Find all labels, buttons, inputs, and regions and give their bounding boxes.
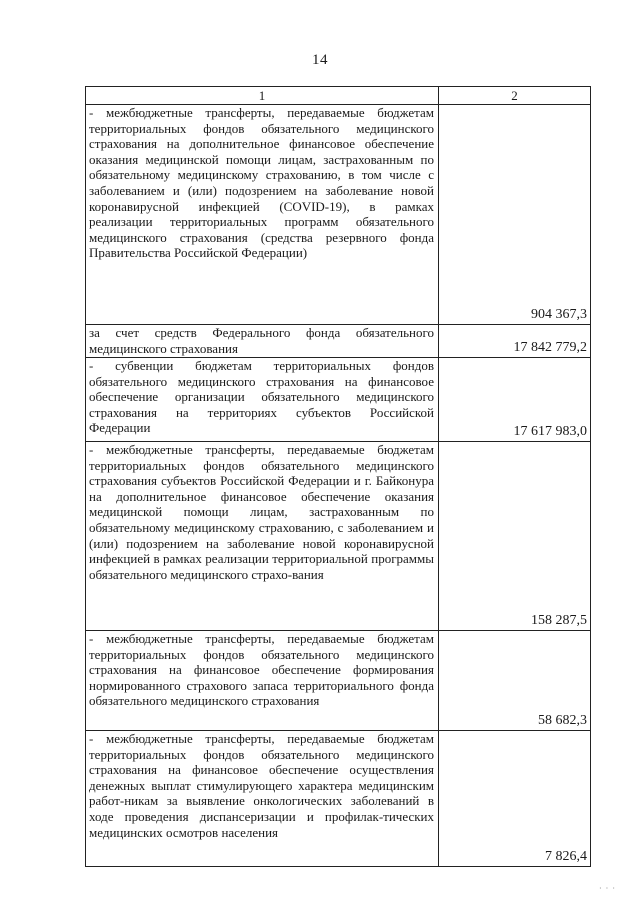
scan-mark: · · · (599, 884, 616, 893)
row-description: - межбюджетные трансферты, передаваемые бюджетам территориальных фондов обязательного медицинского страхования на финансовое обеспечение осуществления денежных выплат стимулирующего характера медицинским работ-никам за выявление онкологических заболеваний в ходе проведения диспансеризации и профилак-тических медицинских осмотров населения (86, 731, 439, 867)
row-description: - межбюджетные трансферты, передаваемые бюджетам территориальных фондов обязательного медицинского страхования на дополнительное финансовое обеспечение оказания медицинской помощи лицам, застрахованным по обязательному медицинскому страхованию, в том числе с заболеванием и (или) подозрением на заболевание новой коронавирусной инфекцией (COVID-19), в рамках реализации территориальных программ обязательного медицинского страхования (средства резервного фонда Правительства Российской Федерации) (86, 105, 439, 325)
row-description: - межбюджетные трансферты, передаваемые бюджетам территориальных фондов обязательного медицинского страхования на финансовое обеспечение формирования нормированного страхового запаса территориального фонда обязательного медицинского страхования (86, 631, 439, 731)
row-description: за счет средств Федерального фонда обязательного медицинского страхования (86, 325, 439, 358)
row-amount: 158 287,5 (439, 442, 591, 631)
row-amount: 904 367,3 (439, 105, 591, 325)
row-amount: 58 682,3 (439, 631, 591, 731)
row-amount: 17 617 983,0 (439, 358, 591, 442)
column-header-1: 1 (86, 87, 439, 105)
row-amount: 7 826,4 (439, 731, 591, 867)
budget-table (85, 86, 591, 867)
column-header-2: 2 (439, 87, 591, 105)
row-description: - субвенции бюджетам территориальных фондов обязательного медицинского страхования на финансовое обеспечение организации обязательного медицинского страхования на территориях субъектов Российской Федерации (86, 358, 439, 442)
row-amount: 17 842 779,2 (439, 325, 591, 358)
row-description: - межбюджетные трансферты, передаваемые бюджетам территориальных фондов обязательного медицинского страхования субъектов Российской Федерации и г. Байконура на дополнительное финансовое обеспечение оказания медицинской помощи лицам, застрахованным по обязательному медицинскому страхованию, с заболеванием и (или) подозрением на заболевание новой коронавирусной инфекцией в рамках реализации территориальной программы обязательного медицинского страхо-вания (86, 442, 439, 631)
page-number: 14 (312, 52, 328, 68)
